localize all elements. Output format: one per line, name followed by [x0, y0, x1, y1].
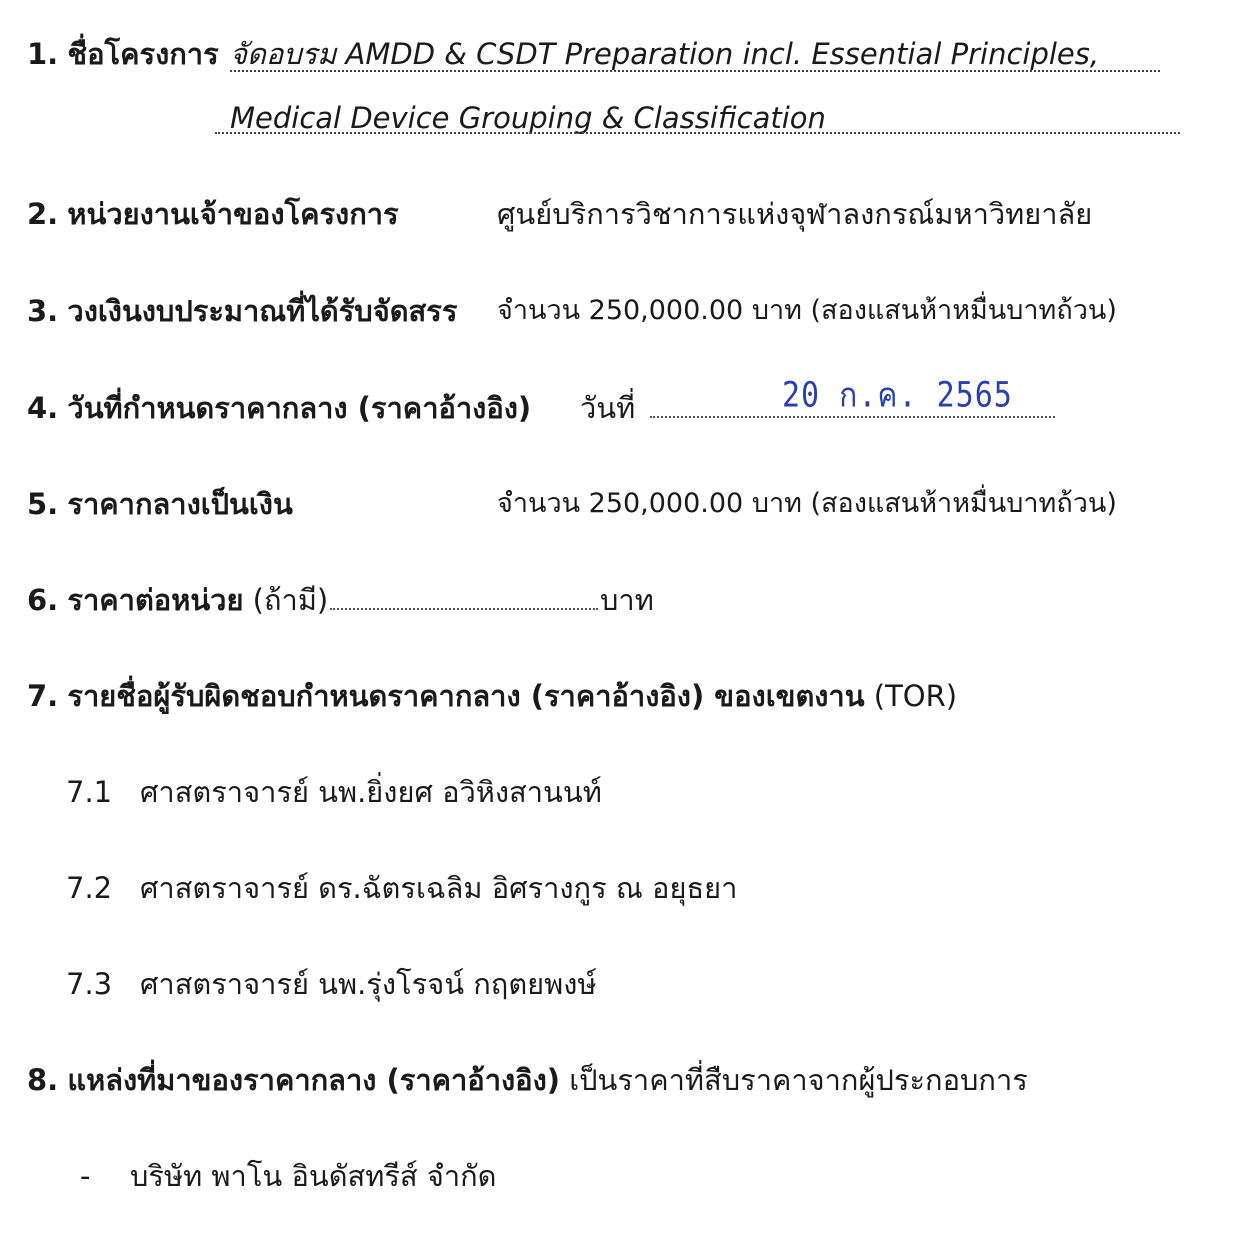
item7-number: 7.: [27, 679, 59, 713]
item5-label: ราคากลางเป็นเงิน: [67, 487, 293, 521]
item2-label: หน่วยงานเจ้าของโครงการ: [67, 197, 399, 231]
item8-label: แหล่งที่มาของราคากลาง (ราคาอ้างอิง): [67, 1063, 560, 1097]
item7-label-suffix: (TOR): [873, 679, 958, 713]
item2-value: ศูนย์บริการวิชาการแห่งจุฬาลงกรณ์มหาวิทยาลัย: [497, 197, 1093, 231]
item7-row: [27, 676, 957, 716]
item8-row: [27, 1060, 1028, 1100]
item4-date-prefix: วันที่: [580, 391, 636, 425]
item5-value: จำนวน 250,000.00 บาท (สองแสนห้าหมื่นบาทถ้วน): [497, 488, 1117, 519]
member-7-2-no: 7.2: [66, 871, 113, 905]
source-name: บริษัท พาโน อินดัสทรีส์ จำกัด: [130, 1159, 497, 1193]
item6-row: [27, 580, 328, 620]
item3-label: วงเงินงบประมาณที่ได้รับจัดสรร: [67, 294, 458, 328]
item4-date-stamp: 20 ก.ค. 2565: [782, 375, 1013, 416]
item4-label: วันที่กำหนดราคากลาง (ราคาอ้างอิง): [67, 391, 532, 425]
item5-number: 5.: [27, 487, 59, 521]
item3-row: [27, 291, 457, 331]
member-7-1-name: ศาสตราจารย์ นพ.ยิ่งยศ อวิหิงสานนท์: [140, 775, 602, 809]
item6-label: ราคาต่อหน่วย: [67, 583, 244, 617]
member-7-3-no: 7.3: [66, 967, 113, 1001]
item4-row: [27, 388, 531, 428]
source-bullet: -: [80, 1159, 91, 1193]
item1-value-line2: Medical Device Grouping & Classification: [230, 101, 826, 135]
item6-note: (ถ้ามี): [252, 583, 329, 617]
item1-underline-1: [230, 70, 1160, 72]
item6-dots: [330, 608, 598, 610]
item3-value: จำนวน 250,000.00 บาท (สองแสนห้าหมื่นบาทถ้วน): [497, 295, 1117, 326]
item2-number: 2.: [27, 197, 59, 231]
item5-row: [27, 484, 293, 524]
member-7-2-name: ศาสตราจารย์ ดร.ฉัตรเฉลิม อิศรางกูร ณ อยุธยา: [140, 871, 738, 905]
item1-number: 1.: [27, 37, 59, 71]
item7-label: รายชื่อผู้รับผิดชอบกำหนดราคากลาง (ราคาอ้างอิง) ของเขตงาน: [67, 679, 865, 713]
item1-label: ชื่อโครงการ: [67, 37, 219, 71]
item6-number: 6.: [27, 583, 59, 617]
item8-number: 8.: [27, 1063, 59, 1097]
item3-number: 3.: [27, 294, 59, 328]
item6-unit: บาท: [600, 583, 654, 617]
item8-value: เป็นราคาที่สืบราคาจากผู้ประกอบการ: [569, 1063, 1028, 1097]
item4-number: 4.: [27, 391, 59, 425]
member-7-3-name: ศาสตราจารย์ นพ.รุ่งโรจน์ กฤตยพงษ์: [140, 967, 597, 1001]
item1-underline-2: [215, 132, 1180, 134]
item1-value-line1: จัดอบรม AMDD & CSDT Preparation incl. Essential Principles,: [230, 37, 1100, 71]
item2-row: [27, 194, 399, 234]
item1-row: [27, 34, 219, 74]
member-7-1-no: 7.1: [66, 775, 113, 809]
